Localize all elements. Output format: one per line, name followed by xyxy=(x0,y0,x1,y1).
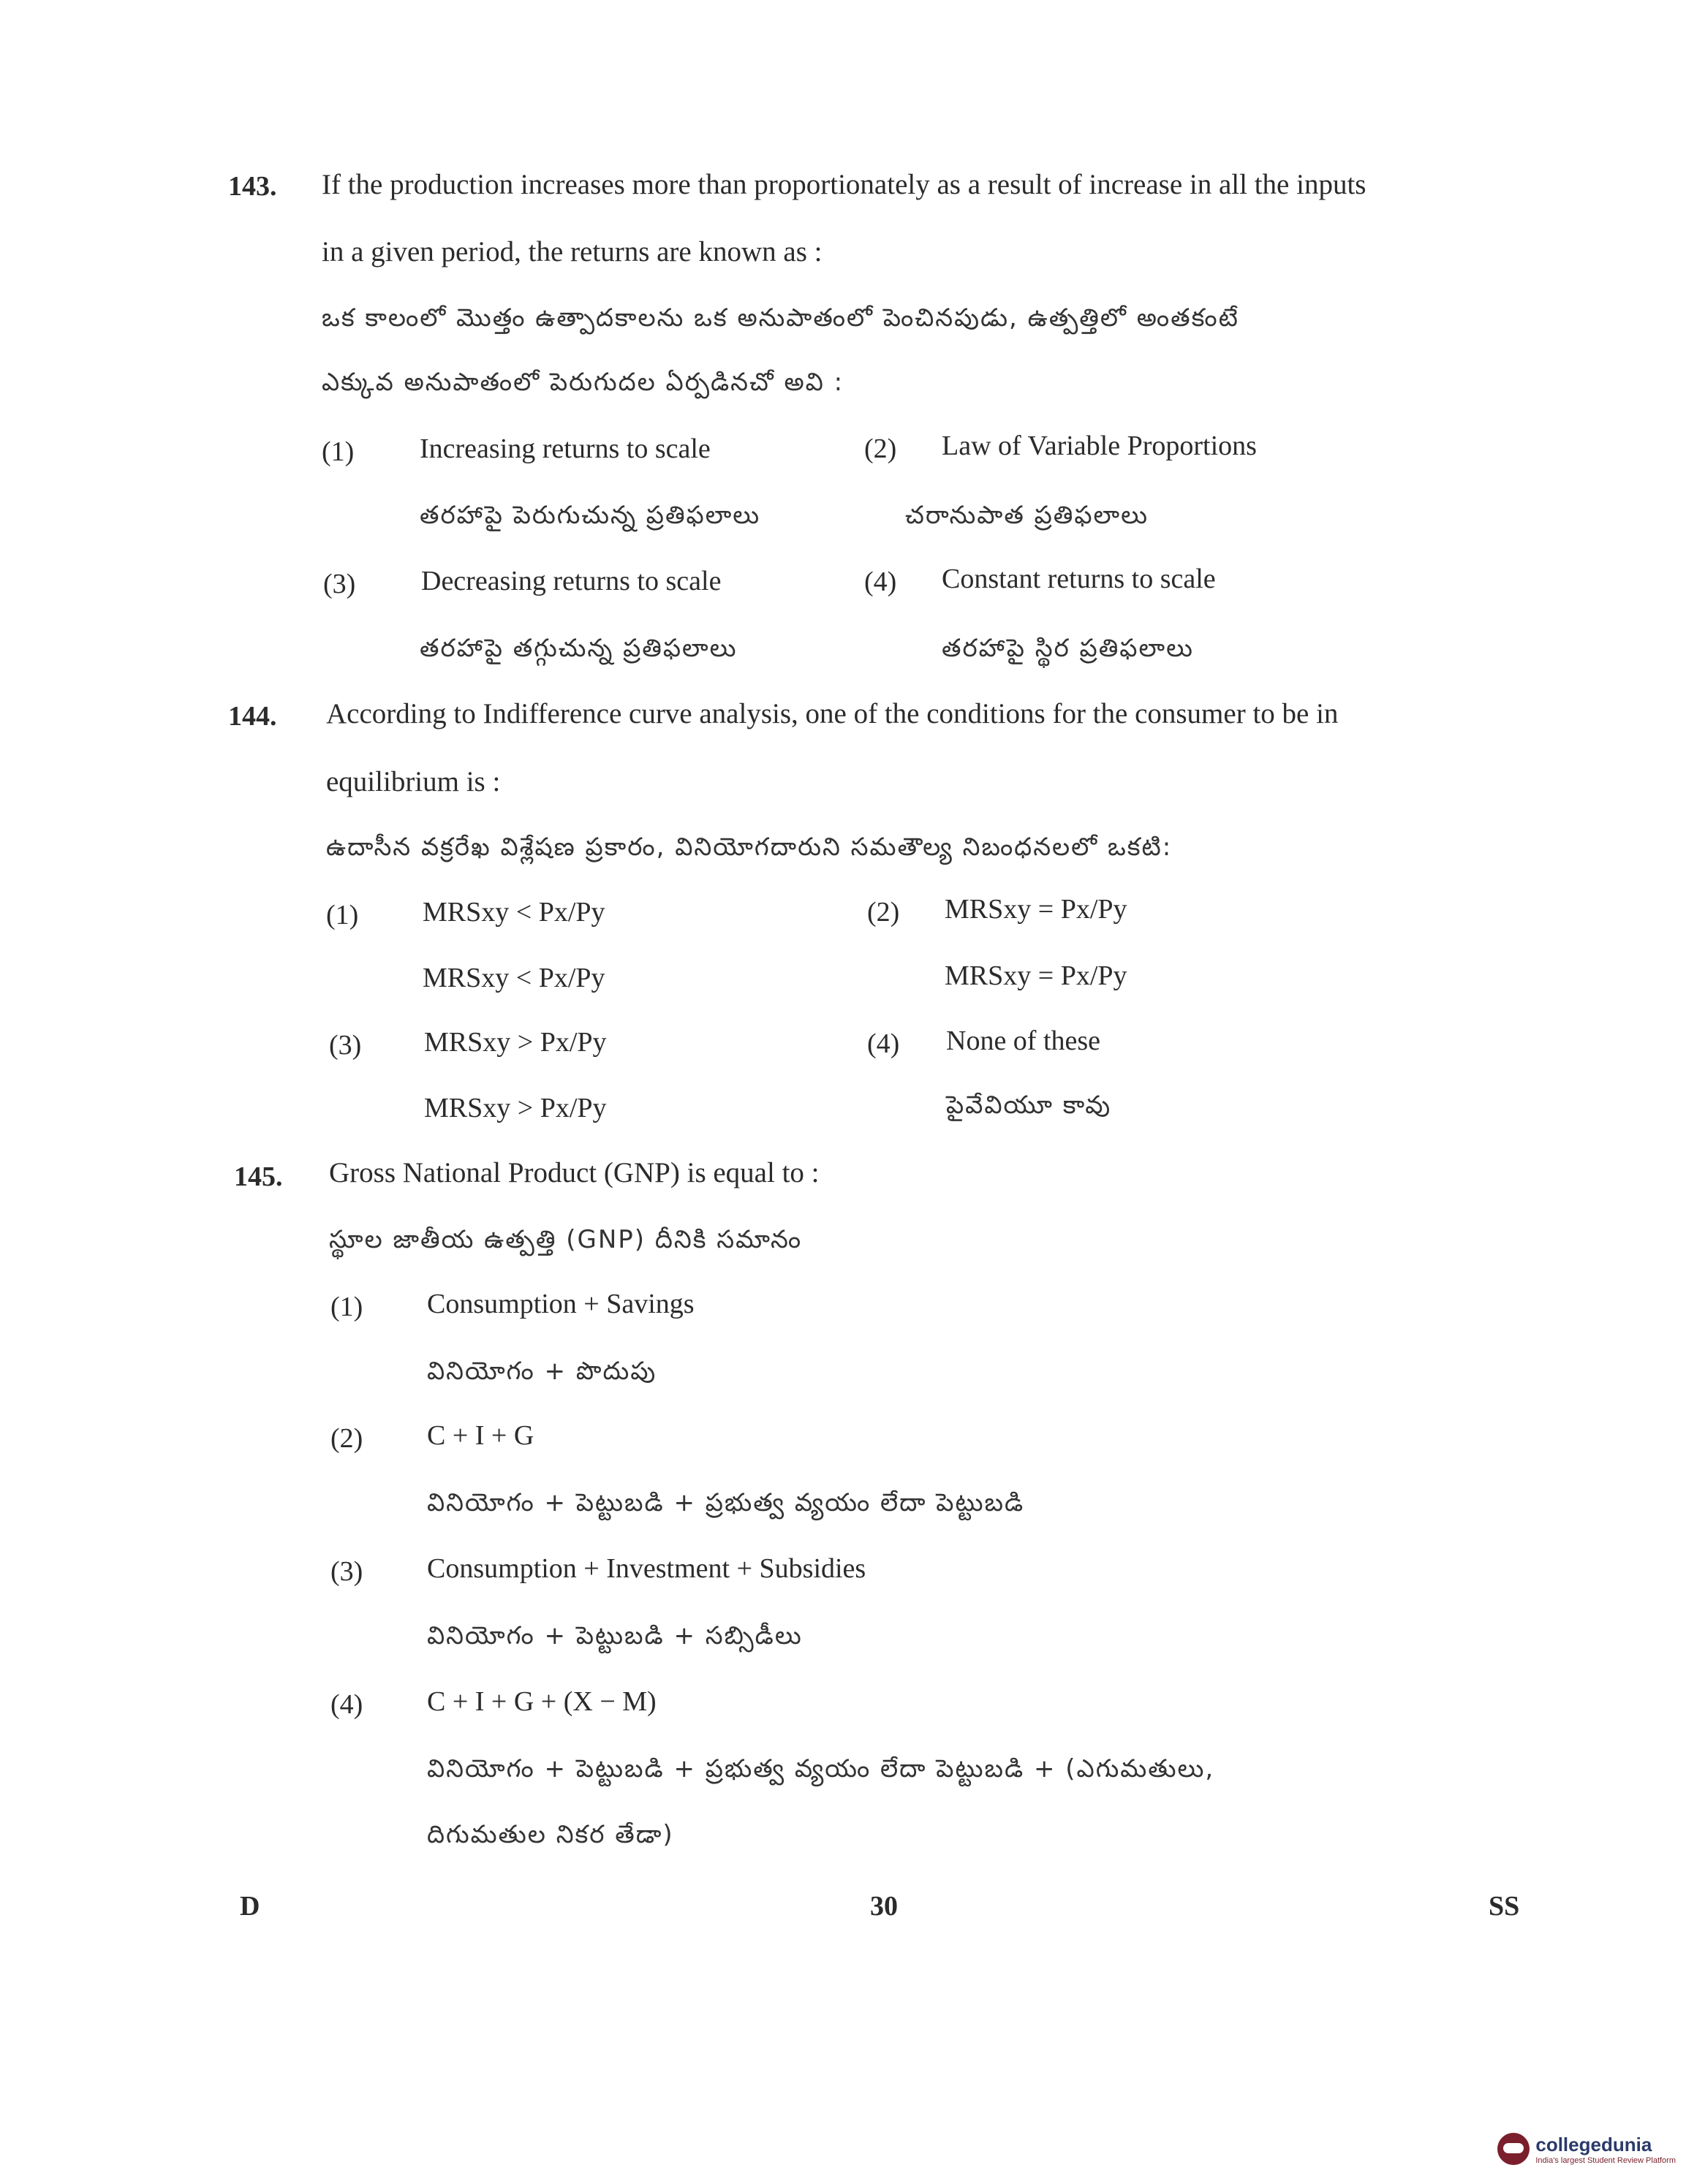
option-text-en: MRSxy < Px/Py xyxy=(423,897,605,928)
option-text-en: Consumption + Investment + Subsidies xyxy=(427,1553,866,1584)
option-text-te: వినియోగం + పెట్టుబడి + ప్రభుత్వ వ్యయం లేదా పెట్టుబడి xyxy=(427,1488,1025,1517)
graduate-cap-icon xyxy=(1497,2133,1530,2165)
option-number: (2) xyxy=(864,433,897,464)
question-stem-te: స్థూల జాతీయ ఉత్పత్తి (GNP) దీనికి సమానం xyxy=(329,1225,803,1254)
option-text-te: తరహాపై పెరుగుచున్న ప్రతిఫలాలు xyxy=(420,501,761,530)
question-stem-en: in a given period, the returns are known as : xyxy=(322,236,823,268)
option-text-en: None of these xyxy=(946,1025,1101,1056)
footer-subject-code: SS xyxy=(1489,1891,1520,1922)
option-text-te: పైవేవియూ కావు xyxy=(946,1091,1112,1120)
option-number: (4) xyxy=(864,566,897,597)
collegedunia-logo xyxy=(1497,2133,1676,2165)
logo-tagline: India's largest Student Review Platform xyxy=(1535,2155,1676,2165)
option-number: (4) xyxy=(867,1028,900,1059)
logo-name: collegedunia xyxy=(1535,2133,1652,2155)
option-number: (3) xyxy=(330,1556,363,1587)
question-stem-en: equilibrium is : xyxy=(326,766,501,797)
option-number: (2) xyxy=(867,897,900,928)
option-text-te: వినియోగం + పొదుపు xyxy=(427,1357,657,1386)
option-number: (4) xyxy=(330,1689,363,1720)
question-stem-en: Gross National Product (GNP) is equal to : xyxy=(329,1157,820,1188)
footer-booklet-code: D xyxy=(240,1891,260,1922)
option-text-te: MRSxy = Px/Py xyxy=(945,960,1127,991)
question-number: 143. xyxy=(228,171,277,202)
question-number: 144. xyxy=(228,701,277,732)
question-stem-en: If the production increases more than proportionately as a result of increase in all the inputs xyxy=(322,169,1366,200)
option-number: (3) xyxy=(323,569,356,599)
option-text-en: C + I + G xyxy=(427,1420,534,1451)
option-text-en: Consumption + Savings xyxy=(427,1289,695,1319)
option-text-en: Law of Variable Proportions xyxy=(942,431,1257,461)
option-text-te: తరహాపై స్థిర ప్రతిఫలాలు xyxy=(942,634,1194,663)
option-text-te: తరహాపై తగ్గుచున్న ప్రతిఫలాలు xyxy=(420,634,738,663)
question-stem-te: ఎక్కువ అనుపాతంలో పెరుగుదల ఏర్పడినచో అవి : xyxy=(322,368,844,397)
option-number: (1) xyxy=(322,436,355,467)
option-text-te: MRSxy > Px/Py xyxy=(424,1093,607,1123)
option-text-te: దిగుమతుల నికర తేడా) xyxy=(427,1820,674,1849)
option-text-en: MRSxy > Px/Py xyxy=(424,1027,607,1058)
option-number: (1) xyxy=(326,900,359,930)
option-number: (3) xyxy=(329,1030,362,1061)
option-number: (1) xyxy=(330,1292,363,1322)
question-stem-te: ఒక కాలంలో మొత్తం ఉత్పాదకాలను ఒక అనుపాతంలో పెంచినపుడు, ఉత్పత్తిలో అంతకంటే xyxy=(322,303,1239,333)
option-text-te: వినియోగం + పెట్టుబడి + ప్రభుత్వ వ్యయం లేదా పెట్టుబడి + (ఎగుమతులు, xyxy=(427,1754,1215,1783)
option-text-en: MRSxy = Px/Py xyxy=(945,894,1127,925)
question-stem-te: ఉదాసీన వక్రరేఖ విశ్లేషణ ప్రకారం, వినియోగదారుని సమతౌల్య నిబంధనలలో ఒకటి: xyxy=(326,833,1173,862)
option-text-te: చరానుపాత ప్రతిఫలాలు xyxy=(905,501,1149,530)
option-number: (2) xyxy=(330,1423,363,1454)
option-text-en: Increasing returns to scale xyxy=(420,433,711,464)
option-text-te: వినియోగం + పెట్టుబడి + సబ్సిడీలు xyxy=(427,1621,803,1650)
option-text-te: MRSxy < Px/Py xyxy=(423,963,605,993)
question-number: 145. xyxy=(234,1161,283,1192)
option-text-en: Constant returns to scale xyxy=(942,564,1216,594)
footer-page-number: 30 xyxy=(870,1891,898,1922)
option-text-en: C + I + G + (X − M) xyxy=(427,1686,657,1717)
question-stem-en: According to Indifference curve analysis, one of the conditions for the consumer to be in xyxy=(326,698,1339,729)
option-text-en: Decreasing returns to scale xyxy=(421,566,722,596)
